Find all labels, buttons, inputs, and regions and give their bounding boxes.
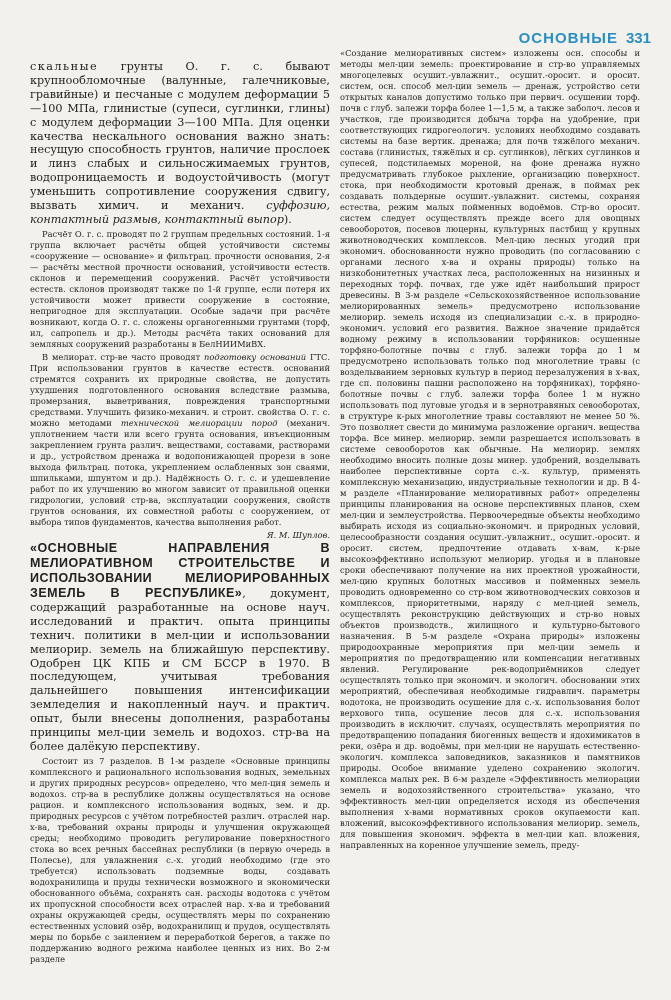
author-signature: Я. М. Шуплов.: [266, 529, 330, 540]
left-column: [30, 60, 330, 967]
article-heading-tail: , документ, содержащий разработанные на основе науч. исследований и практич. опыта принципы технич. политики в мел-ции и использовании мелиорир. земель на ближайшую перспективу. Одобрен ЦК КПБ и СМ БССР в 1970. В последующем, учитывая требования дальнейшего повышения интенсификации земледелия и накопленный науч. и практич. опыт, были внесены дополнения, разработаны принципы мел-ции земель и водохоз. стр-ва на более далёкую перспективу.: [30, 586, 330, 753]
intro-italic-terms: суффозию, контактный размыв, контактный выпор: [30, 199, 330, 226]
p2-text-a: В мелиорат. стр-ве часто проводят: [42, 351, 204, 362]
p2-term-foundations: подготовку оснований: [204, 351, 307, 362]
intro-paragraph: [30, 60, 330, 227]
article-heading: «ОСНОВНЫЕ НАПРАВЛЕНИЯ В МЕЛИОРАТИВНОМ СТРОИТЕЛЬСТВЕ И ИСПОЛЬЗОВАНИИ МЕЛИОРИРОВАННЫХ ЗЕМЕЛЬ В РЕСПУБЛИКЕ»: [30, 540, 330, 600]
paragraph-preparation: [30, 352, 330, 528]
page-number: 331: [625, 30, 651, 47]
running-header-title: ОСНОВНЫЕ: [518, 30, 618, 47]
intro-end: ).: [283, 212, 292, 226]
article-heading-block: [30, 541, 330, 754]
p2-text-c: ГТС. При использовании грунтов в качестве естеств. оснований стремятся сохранить их природные свойства, не допустить ухудшения подготовленного основания вследствие размыва, промерзания, выветривания, повреждения транспортными средствами. Улучшить физико-механич. и строит. свойства О. г. с. можно методами: [30, 351, 330, 428]
paragraph-sections: Состоит из 7 разделов. В 1-м разделе «Основные принципы комплексного и рационального использования водных, земельных и других природных ресурсов» определено, что мел-ция земель и водохоз. стр-ва в республике должны осуществляться на основе рацион. и комплексного использования водных, зем. и др. природных ресурсов с учётом потребностей различ. отраслей нар. х-ва, требований охраны природы и улучшения окружающей среды; необходимо проводить регулирование поверхностного стока во всех речных бассейнах республики (в первую очередь в Полесье), для увлажнения с.-х. угодий необходимо (где это требуется) использовать подземные воды, создавать водохранилища и пруды технически возможного и экономически обоснованного объёма, сохранять сан. расходы водотока с учётом их пропускной способности всех отраслей нар. х-ва и требований охраны окружающей среды, осуществлять меры по сохранению естественных условий озёр, водохранилищ и прудов, осуществлять меры по борьбе с заилением и переработкой берегов, а также по поддержанию водного режима наиболее ценных из них. Во 2-м разделе: [30, 755, 330, 964]
right-column: [340, 48, 640, 853]
p2-term-melioration: технической мелиорации пород: [120, 417, 278, 428]
intro-text: грунты О. г. с. бывают крупнообломочные (валунные, галечниковые, гравийные) и песчаные с модулем деформации 5—100 МПа, глинистые (супеси, суглинки, глины) с модулем деформации 3—100 МПа. Для оценки качества нескального основания важно знать: несущую способность грунтов, наличие прослоек и линз слабых и сильносжимаемых грунтов, водопроницаемость и водоустойчивость (могут уменьшить сопротивление сооружения сдвигу, вызвать химич. и механич.: [30, 60, 330, 213]
paragraph-calculation: Расчёт О. г. с. проводят по 2 группам предельных состояний. 1-я группа включает расчёты общей устойчивости системы «сооружение — основание» и фильтрац. прочности основания, 2-я — расчёты местной прочности оснований, устойчивости естеств. склонов и перемещений сооружений. Расчёт устойчивости естеств. склонов производят также по 1-й группе, если потеря их устойчивости может привести сооружение в состояние, непригодное для эксплуатации. Особые задачи при расчёте возникают, когда О. г. с. сложены органогенными грунтами (торф, ил, сапропель и др.). Методы расчёта таких оснований для земляных сооружений разработаны в БелНИИМиВХ.: [30, 228, 330, 349]
paragraph-right: «Создание мелиоративных систем» изложены осн. способы и методы мел-ции земель: проектирование и стр-во управляемых многоцелевых осушит.-увлажнит., осушит.-оросит. и оросит. систем, осн. способ мел-ции земель — дренаж, устройство сети открытых каналов допустимо только при первич. осушении торф. почв с глуб. залежи торфа более 1—1,5 м, а также заболоч. лесов и участков, где производится добыча торфа на удобрение, при соответствующих гидрогеологич. условиях необходимо создавать системы на базе вертик. дренажа; для почв тяжёлого механич. состава (глинистых, тяжёлых и ср. суглинков), лёгких суглинков и супесей, подстилаемых мореной, на фоне дренажа нужно предусматривать глубокое рыхление, организацию поверхност. стока, при необходимости кротовый дренаж, в поймах рек создавать польдерные осушит.-увлажнит. системы, сохраняя естества, режим малых пойменных водоёмов. Стр-во оросит. систем следует осуществлять прежде всего для овощных севооборотов, посевов люцерны, культурных пастбищ у крупных животноводческих комплексов. Мел-цию лесных угодий при экономич. обоснованности нужно проводить (по согласованию с органами лесного х-ва и охраны природы) только на низкобонитетных участках леса, расположенных на низинных и переходных торф. почвах, где уже идёт наибольший прирост древесины. В 3-м разделе «Сельскохозяйственное использование мелиорированных земель» предусмотрено использование мелиорир. земель исходя из специализации с.-х. в природно-экономич. условий его развития. Важное значение придаётся водному режиму в использовании торфяников: осушенные торфяно-болотные почвы с глуб. залежи торфа до 1 м предусмотрено использовать только под многолетние травы (с возделыванием зерновых культур в период перезалужения в х-вах, где сп. половины пашни расположено на торфяниках), торфяно-болотные почвы с глуб. залежи торфа более 1 м нужно использовать под луговые угодья и в зернотравяных севооборотах, в структуре к-рых многолетние травы составляют не менее 50 %. Это позволяет свести до минимума разложение органич. вещества торфа. Все минер. мелиорир. земли разрешается использовать в системе севооборотов как обычные. На мелиорир. землях необходимо вносить полные дозы минер. удобрений, возделывать наиболее перспективные сорта с.-х. культур, применять комплексную механизацию, индустриальные технологии и др. В 4-м разделе «Планирование мелиоративных работ» определены принципы планирования на основе перспективных планов, схем мел-ции и землеустройства. Первоочередные объекты необходимо выбирать исходя из социально-экономич. и природных условий, целесообразности создания осушит.-увлажнит., осушит.-оросит. и оросит. систем, предпочтение отдавать х-вам, к-рые высокоэффективно используют мелиорир. угодья и в плановые сроки обеспечивают получение на них проектной урожайности, мел-цию крупных болотных массивов и пойменных земель проводить одновременно со стр-вом животноводческих совхозов и комплексов, приоритетными, наряду с мел-цией земель, осуществлять реконструкцию действующих и стр-во новых объектов производств., жилищного и культурно-бытового назначения. В 5-м разделе «Охрана природы» изложены природоохранные мероприятия при мел-ции земель и мероприятия по предотвращению или компенсации негативных явлений. Регулирование рек-водоприёмников следует осуществлять только при экономич. и экологич. обосновании этих мероприятий, обеспечивая необходимые гидравлич. параметры водотока, не производить осушение для с.-х. использования болот верхового типа, осушение лесов для с.-х. использования производить в исключит. случаях, осуществлять мероприятия по предотвращению попадания биогенных веществ и ядохимикатов в реки, озёра и др. водоёмы, при мел-ции не нарушать естественно-экологич. комплекса заповедников, заказников и памятников природы. Особое внимание уделено сохранению экологич. комплекса малых рек. В 6-м разделе «Эффективность мелиорации земель и водохозяйственного строительства» указано, что эффективность мел-ции определяется исходя из обеспечения выполнения х-вами нормативных сроков окупаемости кап. вложений, высокоэффективного использования мелиорир. земель, для повышения экономич. эффекта в мел-ции кап. вложения, направленных на коренное улучшение земель, преду-: [340, 48, 640, 850]
intro-spaced-word: скальные: [30, 60, 99, 73]
running-header: [519, 30, 651, 47]
p2-text-e: (механич. уплотнением части или всего грунта основания, инъекционным закреплением грунта различ. веществами, составами, растворами и др., устройством дренажа и водопонижающей прорези в зоне выхода фильтрац. потока, укреплением ослабленных зон сваями, шпильками, шпунтом и др.). Надёжность О. г. с. и удешевление работ по их улучшению во многом зависит от правильной оценки гидрологии, условий стр-ва, эксплуатации сооружения, свойств грунтов основания, их совместной работы с сооружением, от выбора типов фундаментов, качества выполнения работ.: [30, 417, 330, 527]
